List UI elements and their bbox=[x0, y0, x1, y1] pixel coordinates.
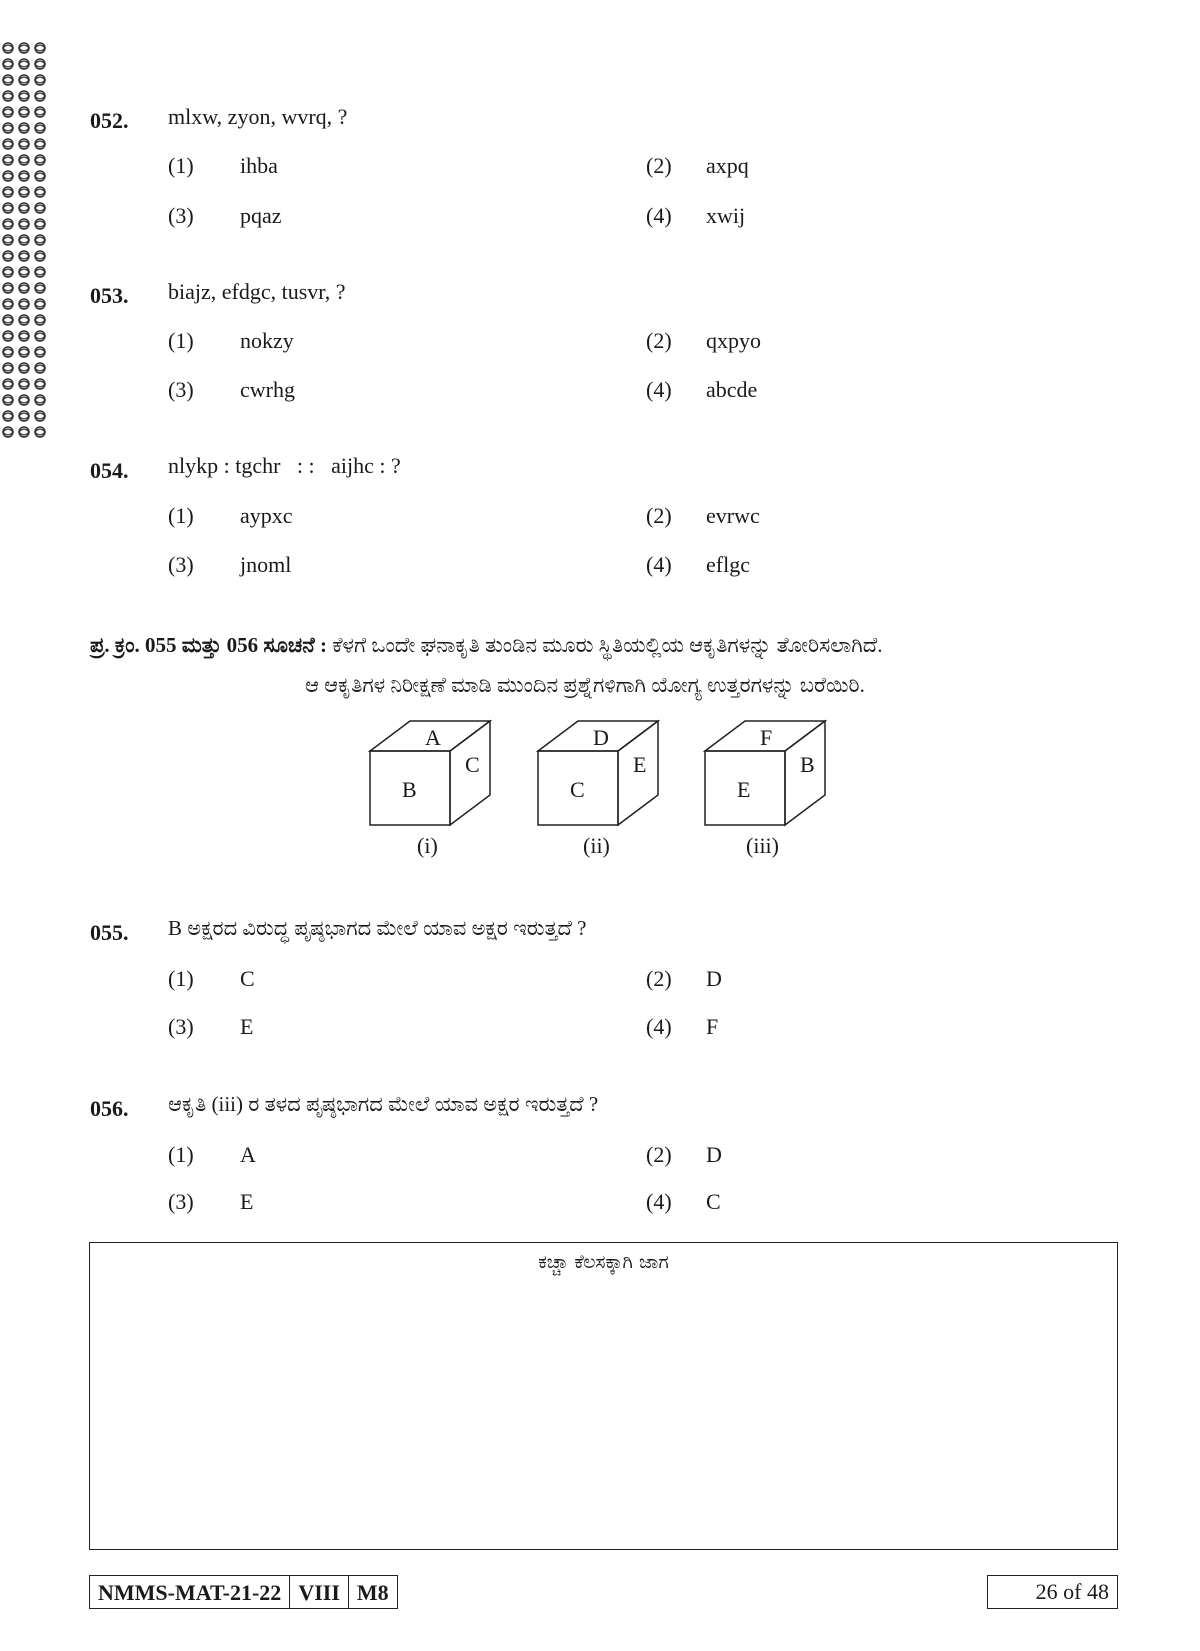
option-index: (1) bbox=[168, 503, 194, 528]
question-number: 055. bbox=[90, 920, 129, 945]
option-4[interactable]: abcde bbox=[706, 377, 758, 402]
series-code: M8 bbox=[356, 1580, 389, 1605]
option-index: (4) bbox=[646, 203, 672, 228]
cube-3-front-label: E bbox=[737, 777, 751, 802]
cube-1-front-label: B bbox=[402, 777, 417, 802]
option-1[interactable]: A bbox=[240, 1142, 256, 1167]
rough-work-area bbox=[89, 1242, 1118, 1550]
option-2[interactable]: D bbox=[706, 966, 722, 991]
option-3[interactable]: E bbox=[240, 1014, 254, 1039]
cube-3-top-label: F bbox=[760, 725, 773, 750]
cube-3-side-label: B bbox=[800, 752, 815, 777]
option-index: (2) bbox=[646, 328, 672, 353]
option-index: (1) bbox=[168, 328, 194, 353]
option-1[interactable]: nokzy bbox=[240, 328, 294, 353]
cube-figures bbox=[360, 715, 860, 870]
question-text: mlxw, zyon, wvrq, ? bbox=[168, 104, 348, 129]
option-1[interactable]: C bbox=[240, 966, 255, 991]
option-index: (1) bbox=[168, 966, 194, 991]
option-index: (2) bbox=[646, 153, 672, 178]
option-index: (3) bbox=[168, 377, 194, 402]
option-4[interactable]: eflgc bbox=[706, 552, 750, 577]
option-3[interactable]: E bbox=[240, 1189, 254, 1214]
option-index: (2) bbox=[646, 1142, 672, 1167]
option-4[interactable]: xwij bbox=[706, 203, 746, 228]
footer-paper-code bbox=[89, 1575, 398, 1609]
question-number: 052. bbox=[90, 108, 129, 133]
option-2[interactable]: D bbox=[706, 1142, 722, 1167]
option-index: (3) bbox=[168, 1189, 194, 1214]
cube-3 bbox=[705, 721, 825, 858]
option-index: (1) bbox=[168, 153, 194, 178]
option-3[interactable]: jnoml bbox=[240, 552, 292, 577]
question-number: 053. bbox=[90, 283, 129, 308]
cube-1-side-label: C bbox=[465, 752, 480, 777]
paper-code: NMMS-MAT-21-22 bbox=[90, 1576, 290, 1608]
option-4[interactable]: F bbox=[706, 1014, 719, 1039]
option-1[interactable]: ihba bbox=[240, 153, 278, 178]
option-index: (2) bbox=[646, 966, 672, 991]
option-index: (2) bbox=[646, 503, 672, 528]
option-index: (4) bbox=[646, 1189, 672, 1214]
instruction-line-2: ಆ ಆಕೃತಿಗಳ ನಿರೀಕ್ಷಣೆ ಮಾಡಿ ಮುಂದಿನ ಪ್ರಶ್ನೆಗಳಿಗಾಗಿ ಯೋಗ್ಯ ಉತ್ತರಗಳನ್ನು ಬರೆಯಿರಿ. bbox=[305, 673, 865, 697]
option-2[interactable]: qxpyo bbox=[706, 328, 761, 353]
option-index: (4) bbox=[646, 552, 672, 577]
cube-2 bbox=[538, 721, 658, 858]
cube-2-top-label: D bbox=[593, 725, 609, 750]
rough-work-label: ಕಚ್ಚಾ ಕೆಲಸಕ್ಕಾಗಿ ಜಾಗ bbox=[538, 1251, 669, 1273]
question-number: 056. bbox=[90, 1096, 129, 1121]
question-text: ಆಕೃತಿ (iii) ರ ತಳದ ಪೃಷ್ಠಭಾಗದ ಮೇಲೆ ಯಾವ ಅಕ್ಷರ ಇರುತ್ತದೆ ? bbox=[168, 1092, 599, 1116]
option-3[interactable]: pqaz bbox=[240, 203, 282, 228]
cube-1-caption: (i) bbox=[417, 833, 438, 858]
option-4[interactable]: C bbox=[706, 1189, 721, 1214]
question-text: nlykp : tgchr : : aijhc : ? bbox=[168, 453, 401, 478]
option-index: (3) bbox=[168, 552, 194, 577]
question-text: biajz, efdgc, tusvr, ? bbox=[168, 279, 346, 304]
instruction-line-1 bbox=[90, 633, 882, 658]
decorative-border-pattern bbox=[0, 40, 50, 440]
class-level: VIII bbox=[290, 1576, 349, 1608]
cube-2-side-label: E bbox=[633, 752, 647, 777]
option-3[interactable]: cwrhg bbox=[240, 377, 295, 402]
cube-2-caption: (ii) bbox=[583, 833, 610, 858]
cube-1 bbox=[370, 721, 490, 858]
cube-2-front-label: C bbox=[570, 777, 585, 802]
instruction-text: ಕೆಳಗೆ ಒಂದೇ ಘನಾಕೃತಿ ತುಂಡಿನ ಮೂರು ಸ್ಥಿತಿಯಲ್ಲಿಯ ಆಕೃತಿಗಳನ್ನು ತೋರಿಸಲಾಗಿದೆ. bbox=[327, 633, 883, 657]
option-index: (4) bbox=[646, 377, 672, 402]
question-number: 054. bbox=[90, 458, 129, 483]
instruction-prefix: ಪ್ರ. ಕ್ರಂ. 055 ಮತ್ತು 056 ಸೂಚನೆ : bbox=[90, 633, 327, 657]
option-index: (3) bbox=[168, 203, 194, 228]
option-2[interactable]: evrwc bbox=[706, 503, 760, 528]
cube-1-top-label: A bbox=[425, 725, 441, 750]
cube-3-caption: (iii) bbox=[746, 833, 779, 858]
option-index: (4) bbox=[646, 1014, 672, 1039]
option-index: (3) bbox=[168, 1014, 194, 1039]
option-index: (1) bbox=[168, 1142, 194, 1167]
question-text: B ಅಕ್ಷರದ ವಿರುದ್ಧ ಪೃಷ್ಠಭಾಗದ ಮೇಲೆ ಯಾವ ಅಕ್ಷರ ಇರುತ್ತದೆ ? bbox=[168, 916, 587, 940]
option-2[interactable]: axpq bbox=[706, 153, 749, 178]
option-1[interactable]: aypxc bbox=[240, 503, 293, 528]
page-number: 26 of 48 bbox=[987, 1575, 1118, 1609]
